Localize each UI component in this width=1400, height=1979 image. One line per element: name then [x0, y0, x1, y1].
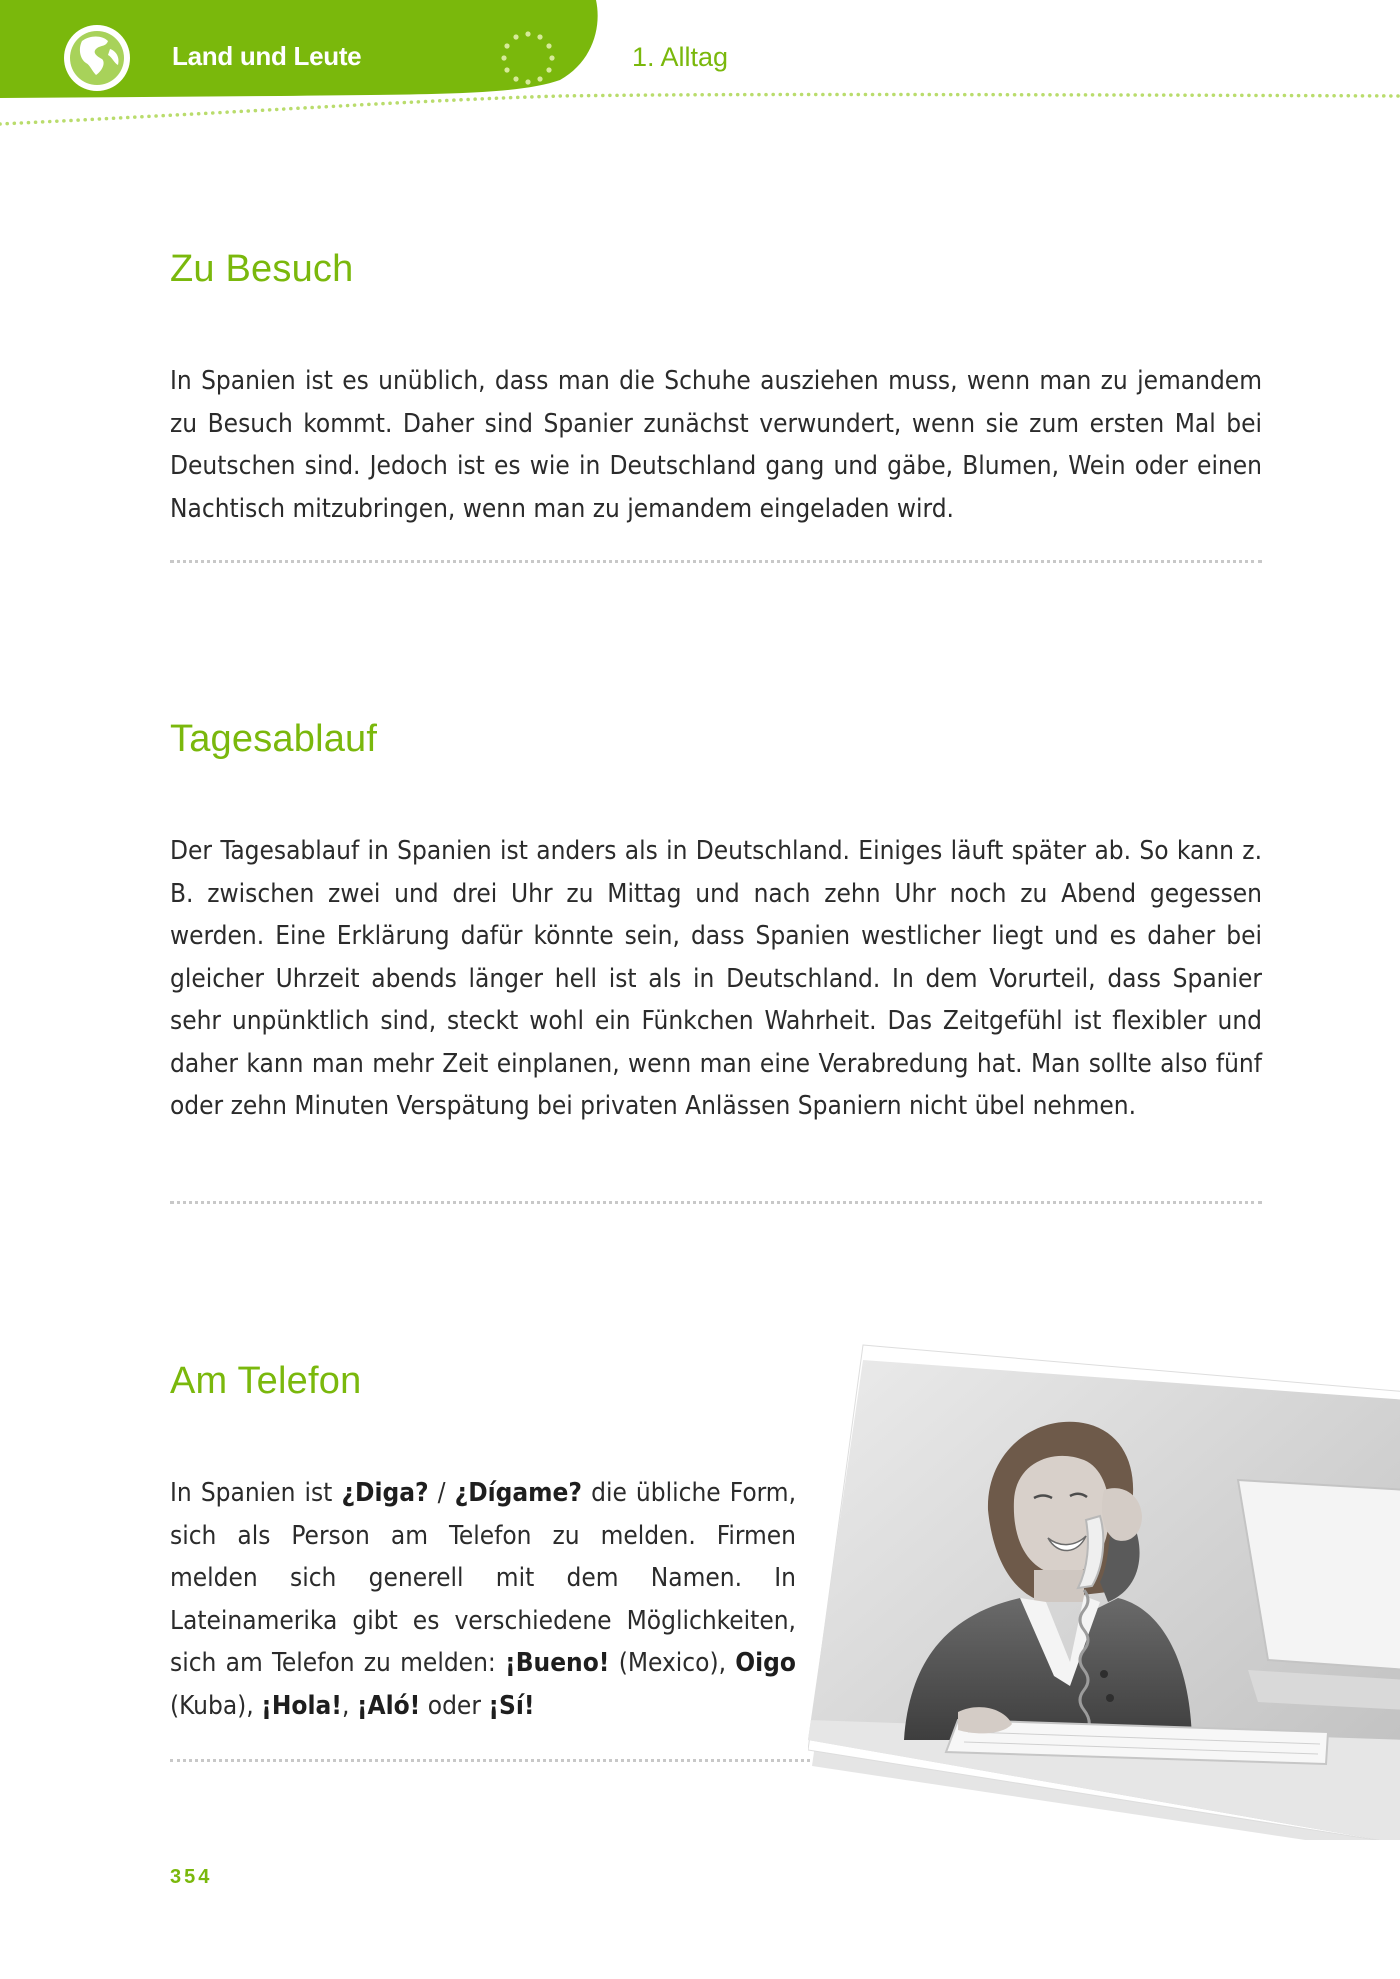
header-chapter-title: 1. Alltag [632, 42, 729, 72]
woman-on-telephone-photo [808, 1340, 1400, 1840]
section-body-zu-besuch: In Spanien ist es unüblich, dass man die Schuhe ausziehen muss, wenn man zu jemandem zu Besuch kommt. Daher sind Spanier zunächst verwundert, wenn sie zum ersten Mal bei Deutschen sind. Jedoch ist es wie in Deutschland gang und gäbe, Blumen, Wein oder einen Nachtisch mitzubringen, wenn man zu jemandem eingeladen wird. [170, 366, 1262, 524]
section-title-tagesablauf: Tagesablauf [170, 718, 378, 760]
section-body-am-telefon: In Spanien ist ¿Diga? / ¿Dígame? die übliche Form, sich als Person am Telefon zu melden. Firmen melden sich generell mit dem Namen. In Lateinamerika gibt es verschiedene Möglichkeiten, sich am Telefon zu melden: ¡Bueno! (Mexico), Oigo (Kuba), ¡Hola!, ¡Aló! oder ¡Sí! [170, 1478, 796, 1721]
header-section-title: Land und Leute [172, 41, 362, 71]
section-body-tagesablauf: Der Tagesablauf in Spanien ist anders als in Deutschland. Einiges läuft später ab. So kann z. B. zwischen zwei und drei Uhr zu Mittag und nach zehn Uhr noch zu Abend gegessen werden. Eine Erklärung dafür könnte sein, dass Spanien westlicher liegt und es daher bei gleicher Uhrzeit abends länger hell ist als in Deutschland. In dem Vorurteil, dass Spanier sehr unpünktlich sind, steckt wohl ein Fünkchen Wahrheit. Das Zeitgefühl ist flexibler und daher kann man mehr Zeit einplanen, wenn man eine Verabredung hat. Man sollte also fünf oder zehn Minuten Verspätung bei privaten Anlässen Spaniern nicht übel nehmen. [170, 836, 1262, 1121]
globe-icon [62, 23, 132, 93]
page-number: 354 [170, 1866, 213, 1888]
section-divider [170, 1759, 810, 1762]
section-divider [170, 560, 1262, 563]
eu-stars-icon [500, 30, 556, 86]
section-title-zu-besuch: Zu Besuch [170, 248, 354, 290]
section-divider [170, 1201, 1262, 1204]
section-title-am-telefon: Am Telefon [170, 1360, 362, 1402]
